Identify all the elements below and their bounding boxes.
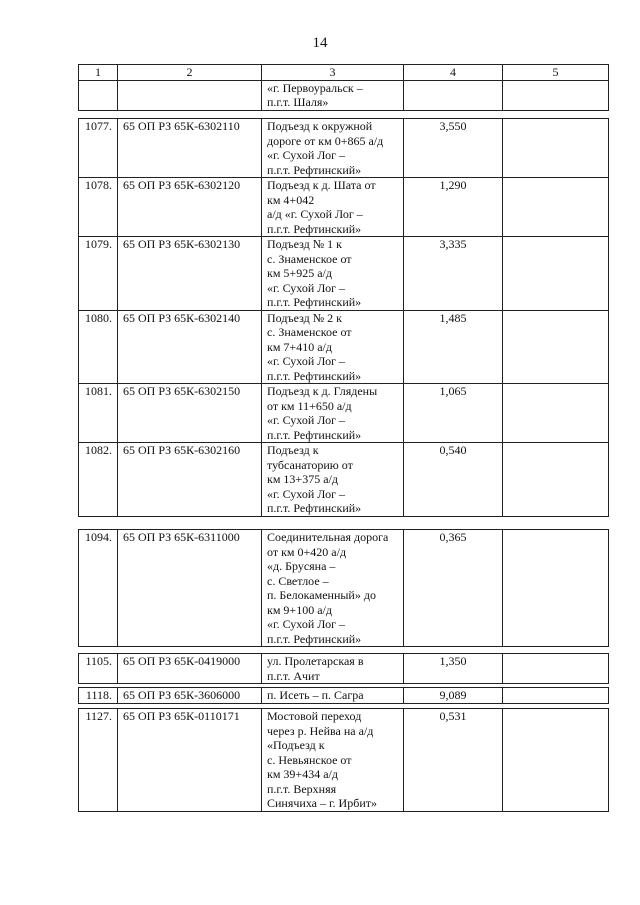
row-number: 1080. (79, 310, 118, 384)
road-note (503, 310, 609, 384)
road-note (503, 654, 609, 684)
road-code: 65 ОП РЗ 65К-3606000 (118, 688, 262, 704)
road-name: Подъезд к д. Шата от км 4+042 а/д «г. Сухой Лог – п.г.т. Рефтинский» (267, 178, 376, 236)
road-length: 1,290 (404, 178, 503, 237)
row-number: 1127. (79, 709, 118, 812)
road-name: Подъезд № 2 к с. Знаменское от км 7+410 а/д «г. Сухой Лог – п.г.т. Рефтинский» (267, 310, 362, 383)
road-table-group-3 (78, 653, 609, 684)
road-length: 0,540 (404, 443, 503, 517)
road-name: п. Исеть – п. Сагра (267, 688, 364, 702)
table-row (79, 119, 609, 178)
road-note (503, 443, 609, 517)
table-row (79, 384, 609, 443)
road-name: Подъезд № 1 к с. Знаменское от км 5+925 а/д «г. Сухой Лог – п.г.т. Рефтинский» (267, 237, 362, 309)
table-row (79, 310, 609, 384)
road-name: Подъезд к д. Глядены от км 11+650 а/д «г. Сухой Лог – п.г.т. Рефтинский» (267, 384, 378, 442)
road-name: Соединительная дорога от км 0+420 а/д «д. Брусяна – с. Светлое – п. Белокаменный» до км 9+100 а/д «г. Сухой Лог – п.г.т. Рефтинский» (267, 530, 389, 646)
road-length: 0,365 (404, 530, 503, 647)
road-table-group-5 (78, 708, 609, 812)
column-header-row (79, 65, 609, 81)
road-name: Мостовой переход через р. Нейва на а/д «Подъезд к с. Невьянское от км 39+434 а/д п.г.т. Верхняя Синячиха – г. Ирбит» (267, 709, 377, 810)
road-code: 65 ОП РЗ 65К-6302130 (118, 237, 262, 311)
table-row (79, 530, 609, 647)
road-code: 65 ОП РЗ 65К-0419000 (118, 654, 262, 684)
column-header-1: 1 (79, 65, 118, 81)
column-header-3: 3 (262, 65, 404, 81)
road-table-group-1 (78, 118, 609, 517)
road-code: 65 ОП РЗ 65К-6302110 (118, 119, 262, 178)
road-length: 1,065 (404, 384, 503, 443)
road-note (503, 709, 609, 812)
road-length: 1,350 (404, 654, 503, 684)
road-table-group-4 (78, 687, 609, 704)
road-note (503, 530, 609, 647)
road-length: 3,550 (404, 119, 503, 178)
row-number: 1105. (79, 654, 118, 684)
column-header-5: 5 (503, 65, 609, 81)
table-row (79, 443, 609, 517)
road-code: 65 ОП РЗ 65К-6302160 (118, 443, 262, 517)
road-note (503, 178, 609, 237)
column-header-2: 2 (118, 65, 262, 81)
row-number: 1077. (79, 119, 118, 178)
continuation-row (79, 80, 609, 110)
road-name: Подъезд к тубсанаторию от км 13+375 а/д «г. Сухой Лог – п.г.т. Рефтинский» (267, 443, 362, 515)
table-row (79, 688, 609, 704)
road-code: 65 ОП РЗ 65К-6302140 (118, 310, 262, 384)
road-note (503, 237, 609, 311)
road-note (503, 688, 609, 704)
row-number: 1081. (79, 384, 118, 443)
row-number: 1082. (79, 443, 118, 517)
road-code: 65 ОП РЗ 65К-6302120 (118, 178, 262, 237)
road-length: 3,335 (404, 237, 503, 311)
road-table-group-2 (78, 529, 609, 647)
road-note (503, 119, 609, 178)
page-number: 14 (312, 35, 328, 51)
column-header-4: 4 (404, 65, 503, 81)
continuation-name: «г. Первоуральск – п.г.т. Шаля» (267, 80, 363, 109)
road-code: 65 ОП РЗ 65К-6302150 (118, 384, 262, 443)
row-number: 1078. (79, 178, 118, 237)
road-note (503, 384, 609, 443)
table-row (79, 654, 609, 684)
table-row (79, 178, 609, 237)
road-name: ул. Пролетарская в п.г.т. Ачит (267, 654, 364, 683)
road-length: 1,485 (404, 310, 503, 384)
road-name: Подъезд к окружной дороге от км 0+865 а/д «г. Сухой Лог – п.г.т. Рефтинский» (267, 119, 384, 177)
header-table (78, 64, 609, 111)
table-row (79, 237, 609, 311)
road-code: 65 ОП РЗ 65К-6311000 (118, 530, 262, 647)
table-row (79, 709, 609, 812)
row-number: 1118. (79, 688, 118, 704)
row-number: 1079. (79, 237, 118, 311)
row-number: 1094. (79, 530, 118, 647)
road-length: 0,531 (404, 709, 503, 812)
road-length: 9,089 (404, 688, 503, 704)
road-code: 65 ОП РЗ 65К-0110171 (118, 709, 262, 812)
